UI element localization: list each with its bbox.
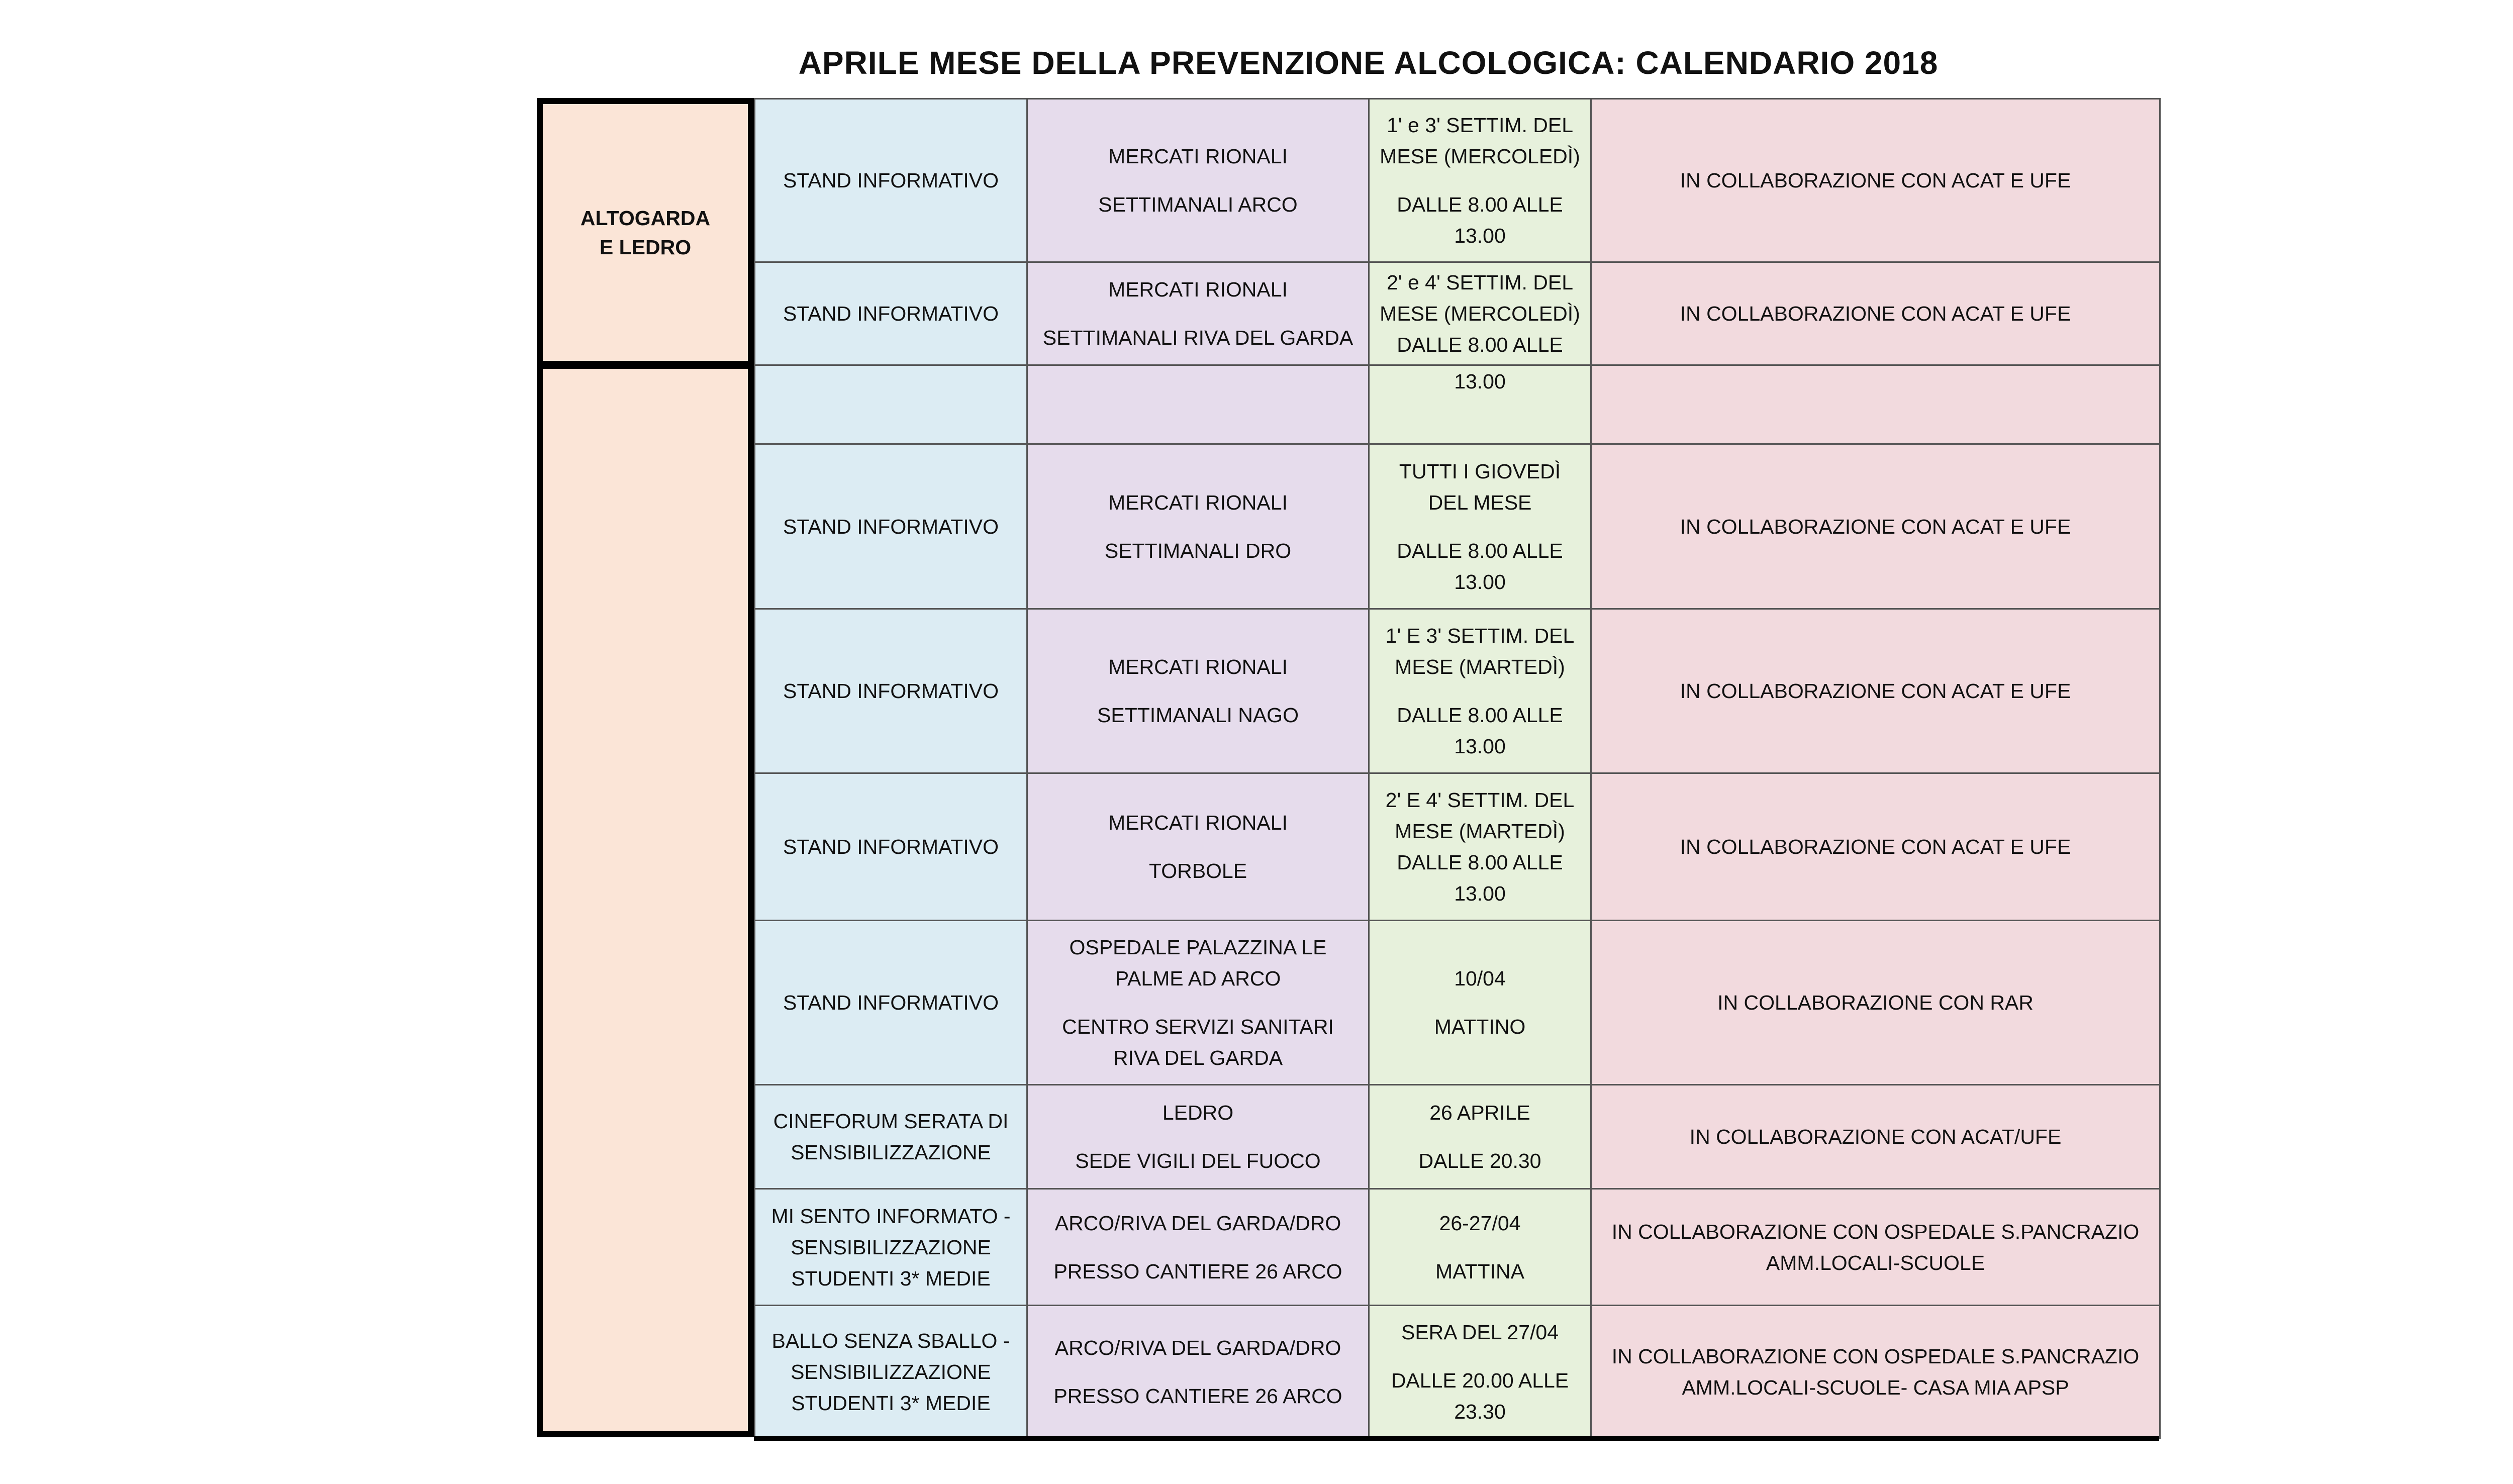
activity-cell — [754, 98, 1028, 263]
date-cell-line: 2' e 4' SETTIM. DEL MESE (MERCOLEDÌ) — [1380, 271, 1580, 325]
location-cell-line: SETTIMANALI ARCO — [1098, 193, 1298, 216]
activity-cell-line: STAND INFORMATIVO — [783, 302, 999, 325]
location-cell — [1026, 98, 1370, 263]
activity-cell-line: STAND INFORMATIVO — [783, 991, 999, 1014]
location-cell-line: SETTIMANALI NAGO — [1097, 704, 1299, 727]
activity-cell — [754, 364, 1028, 445]
location-cell-line: SETTIMANALI DRO — [1104, 539, 1292, 562]
notes-cell — [1590, 261, 2161, 366]
location-cell-line: PRESSO CANTIERE 26 ARCO — [1053, 1384, 1342, 1408]
location-cell-line: OSPEDALE PALAZZINA LE PALME AD ARCO — [1069, 936, 1327, 990]
location-cell — [1026, 920, 1370, 1085]
date-cell-line: DALLE 8.00 ALLE 13.00 — [1397, 193, 1563, 247]
activity-cell-line: CINEFORUM SERATA DI SENSIBILIZZAZIONE — [773, 1110, 1009, 1164]
location-cell — [1026, 1084, 1370, 1190]
date-cell-line: 1' E 3' SETTIM. DEL MESE (MARTEDÌ) — [1385, 624, 1575, 678]
location-cell-line: SETTIMANALI RIVA DEL GARDA — [1042, 326, 1354, 349]
activity-cell-line: STAND INFORMATIVO — [783, 515, 999, 538]
location-cell-line: TORBOLE — [1148, 859, 1247, 882]
date-cell — [1368, 364, 1592, 445]
activity-cell — [754, 1084, 1028, 1190]
location-cell — [1026, 261, 1370, 366]
notes-cell-line: IN COLLABORAZIONE CON ACAT E UFE — [1680, 835, 2071, 858]
date-cell — [1368, 608, 1592, 774]
location-cell-line: MERCATI RIONALI — [1108, 278, 1288, 301]
activity-cell — [754, 920, 1028, 1085]
notes-cell — [1590, 608, 2161, 774]
location-cell — [1026, 1188, 1370, 1306]
date-cell-line: DALLE 20.00 ALLE 23.30 — [1391, 1368, 1569, 1423]
notes-cell-line: IN COLLABORAZIONE CON RAR — [1717, 991, 2034, 1014]
page-title: APRILE MESE DELLA PREVENZIONE ALCOLOGICA: CALENDARIO 2018 — [798, 45, 1939, 81]
date-cell-line: DALLE 8.00 ALLE 13.00 — [1397, 851, 1563, 905]
date-cell — [1368, 1188, 1592, 1306]
activity-cell — [754, 772, 1028, 921]
activity-cell — [754, 608, 1028, 774]
date-cell-line: 26 APRILE — [1429, 1101, 1530, 1124]
activity-cell — [754, 1305, 1028, 1439]
location-cell — [1026, 1305, 1370, 1439]
date-cell-line: 1' e 3' SETTIM. DEL MESE (MERCOLEDÌ) — [1380, 114, 1580, 168]
date-cell — [1368, 261, 1592, 366]
date-cell-line: 13.00 — [1454, 370, 1506, 393]
location-cell — [1026, 608, 1370, 774]
location-cell-line: MERCATI RIONALI — [1108, 490, 1288, 514]
notes-cell — [1590, 1188, 2161, 1306]
date-cell-line: DALLE 20.30 — [1418, 1149, 1541, 1172]
location-cell-line: MERCATI RIONALI — [1108, 145, 1288, 168]
notes-cell — [1590, 1305, 2161, 1439]
date-cell — [1368, 920, 1592, 1085]
notes-cell — [1590, 98, 2161, 263]
activity-cell-line: BALLO SENZA SBALLO - SENSIBILIZZAZIONE STUDENTI 3* MEDIE — [771, 1329, 1010, 1415]
date-cell-line: DALLE 8.00 ALLE — [1397, 333, 1563, 356]
date-cell-line: MATTINA — [1435, 1259, 1524, 1283]
region-cell — [537, 363, 754, 1437]
notes-cell-line: IN COLLABORAZIONE CON ACAT/UFE — [1689, 1125, 2062, 1148]
date-cell-line: 10/04 — [1454, 967, 1506, 990]
notes-cell — [1590, 772, 2161, 921]
notes-cell-line: IN COLLABORAZIONE CON OSPEDALE S.PANCRAZIO AMM.LOCALI-SCUOLE- CASA MIA APSP — [1611, 1344, 2140, 1399]
notes-cell-line: IN COLLABORAZIONE CON OSPEDALE S.PANCRAZIO AMM.LOCALI-SCUOLE — [1611, 1220, 2140, 1274]
location-cell — [1026, 364, 1370, 445]
activity-cell — [754, 261, 1028, 366]
notes-cell-line: IN COLLABORAZIONE CON ACAT E UFE — [1680, 169, 2071, 192]
activity-cell-line: STAND INFORMATIVO — [783, 679, 999, 703]
date-cell-line: TUTTI I GIOVEDÌ DEL MESE — [1399, 459, 1561, 514]
notes-cell-line: IN COLLABORAZIONE CON ACAT E UFE — [1680, 679, 2071, 703]
activity-cell — [754, 443, 1028, 610]
location-cell-line: LEDRO — [1162, 1101, 1234, 1124]
location-cell-line: SEDE VIGILI DEL FUOCO — [1075, 1149, 1321, 1172]
activity-cell — [754, 1188, 1028, 1306]
notes-cell — [1590, 1084, 2161, 1190]
date-cell-line: DALLE 8.00 ALLE 13.00 — [1397, 539, 1563, 593]
location-cell-line: PRESSO CANTIERE 26 ARCO — [1053, 1259, 1342, 1283]
location-cell-line: MERCATI RIONALI — [1108, 811, 1288, 834]
date-cell-line: SERA DEL 27/04 — [1401, 1320, 1559, 1344]
date-cell-line: DALLE 8.00 ALLE 13.00 — [1397, 704, 1563, 758]
date-cell — [1368, 1084, 1592, 1190]
notes-cell-line: IN COLLABORAZIONE CON ACAT E UFE — [1680, 302, 2071, 325]
notes-cell — [1590, 364, 2161, 445]
location-cell-line: CENTRO SERVIZI SANITARI RIVA DEL GARDA — [1062, 1015, 1334, 1069]
date-cell — [1368, 1305, 1592, 1439]
notes-cell — [1590, 443, 2161, 610]
activity-cell-line: MI SENTO INFORMATO - SENSIBILIZZAZIONE STUDENTI 3* MEDIE — [771, 1204, 1011, 1290]
location-cell-line: ARCO/RIVA DEL GARDA/DRO — [1054, 1336, 1341, 1359]
activity-cell-line: STAND INFORMATIVO — [783, 835, 999, 858]
region-cell: ALTOGARDA E LEDRO — [537, 98, 754, 367]
table-bottom-border — [754, 1436, 2159, 1441]
date-cell — [1368, 443, 1592, 610]
activity-cell-line: STAND INFORMATIVO — [783, 169, 999, 192]
location-cell-line: ARCO/RIVA DEL GARDA/DRO — [1054, 1211, 1341, 1235]
date-cell-line: 26-27/04 — [1439, 1211, 1521, 1235]
notes-cell — [1590, 920, 2161, 1085]
notes-cell-line: IN COLLABORAZIONE CON ACAT E UFE — [1680, 515, 2071, 538]
location-cell-line: MERCATI RIONALI — [1108, 655, 1288, 678]
date-cell-line: MATTINO — [1434, 1015, 1526, 1038]
location-cell — [1026, 443, 1370, 610]
date-cell — [1368, 98, 1592, 263]
date-cell-line: 2' E 4' SETTIM. DEL MESE (MARTEDÌ) — [1385, 788, 1575, 843]
location-cell — [1026, 772, 1370, 921]
date-cell — [1368, 772, 1592, 921]
